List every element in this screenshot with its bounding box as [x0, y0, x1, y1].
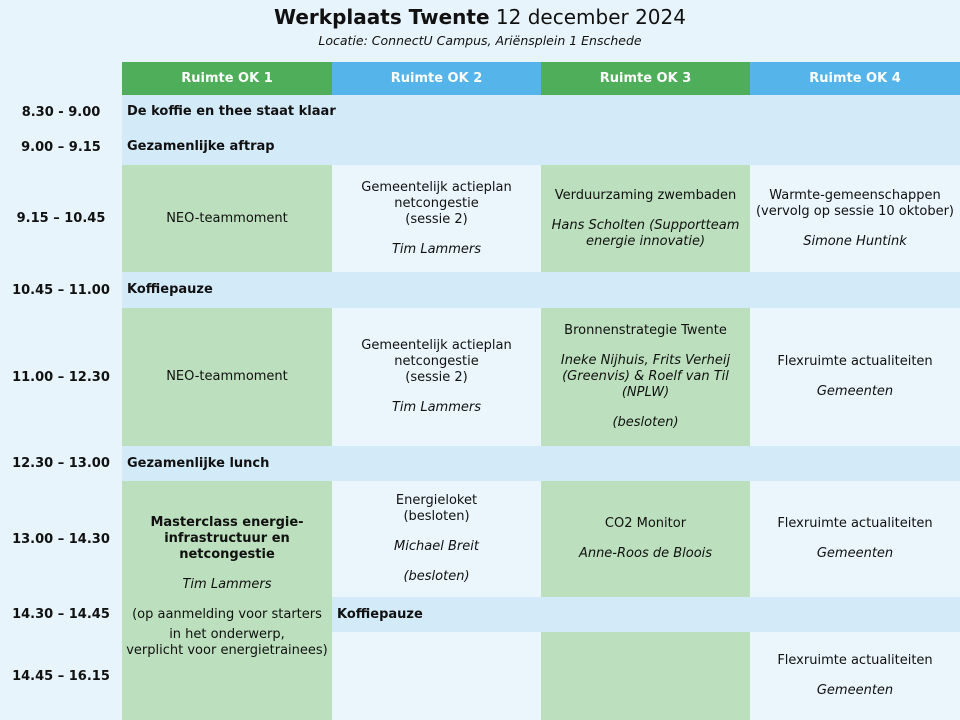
- location: Locatie: ConnectU Campus, Ariënsplein 1 Enschede: [318, 33, 642, 48]
- session-cell: [122, 308, 332, 446]
- session-speaker: Tim Lammers: [391, 241, 481, 257]
- session-title: infrastructuur en netcongestie: [164, 530, 290, 562]
- band-kickoff: Gezamenlijke aftrap: [122, 129, 960, 165]
- session-cell-empty: [332, 632, 541, 720]
- time-label: 9.15 – 10.45: [16, 211, 106, 226]
- time-label: 10.45 – 11.00: [12, 282, 110, 298]
- session-cell: [541, 481, 750, 597]
- session-speaker: (Greenvis) & Roelf van Til: [562, 369, 729, 384]
- session-title: Masterclass energie-: [150, 514, 304, 530]
- session-title: Flexruimte actualiteiten: [777, 354, 933, 369]
- session-cell: [122, 165, 332, 272]
- session-speaker: (NPLW): [621, 385, 670, 400]
- session-speaker: Anne-Roos de Bloois: [578, 546, 713, 561]
- session-cell: [750, 632, 960, 720]
- session-note: verplicht voor energietrainees): [126, 642, 328, 658]
- session-title: netcongestie: [394, 354, 479, 369]
- session-title: CO2 Monitor: [604, 516, 687, 531]
- time-label: 13.00 – 14.30: [12, 531, 110, 547]
- time-label: 8.30 - 9.00: [21, 104, 101, 120]
- title-bold: Werkplaats Twente: [274, 5, 490, 29]
- session-cell: [750, 308, 960, 446]
- session-speaker: Michael Breit: [394, 539, 479, 554]
- session-sub: Gemeenten: [816, 384, 894, 399]
- session-note: (sessie 2): [405, 211, 468, 227]
- time-label: 14.45 – 16.15: [12, 668, 110, 684]
- session-speaker: Simone Huntink: [803, 233, 907, 249]
- time-label: 11.00 – 12.30: [12, 369, 110, 385]
- session-note: (besloten): [403, 569, 470, 584]
- session-title: netcongestie: [394, 195, 479, 211]
- session-title: Gemeentelijk actieplan: [361, 338, 512, 353]
- session-speaker: energie innovatie): [585, 233, 706, 249]
- room-header-ok1: Ruimte OK 1: [122, 62, 332, 95]
- session-speaker: Tim Lammers: [182, 576, 272, 592]
- session-cell: [332, 481, 541, 597]
- session-note: (sessie 2): [405, 370, 468, 385]
- session-cell: [541, 165, 750, 272]
- session-speaker: Hans Scholten (Supportteam: [551, 217, 740, 233]
- session-note: in het onderwerp,: [169, 626, 285, 642]
- session-note: (op aanmelding voor starters: [132, 606, 322, 622]
- session-sub: Gemeenten: [816, 683, 894, 698]
- band-coffee: De koffie en thee staat klaar: [122, 95, 960, 129]
- session-title: Verduurzaming zwembaden: [554, 187, 737, 203]
- session-title: Flexruimte actualiteiten: [777, 653, 933, 668]
- session-title: Warmte-gemeenschappen: [769, 187, 941, 203]
- session-sub: Gemeenten: [816, 546, 894, 561]
- session-cell: [332, 165, 541, 272]
- time-label: 12.30 – 13.00: [12, 456, 110, 471]
- band-break: Koffiepauze: [332, 597, 960, 632]
- session-cell: [541, 308, 750, 446]
- session-cell: [332, 308, 541, 446]
- time-label: 14.30 – 14.45: [12, 607, 110, 622]
- session-note: (besloten): [403, 509, 470, 524]
- session-title: Bronnenstrategie Twente: [564, 323, 727, 338]
- page-title: [0, 4, 960, 30]
- session-cell: [122, 481, 332, 720]
- session-speaker: Ineke Nijhuis, Frits Verheij: [560, 353, 731, 368]
- session-title: Energieloket: [395, 493, 478, 508]
- time-label: 9.00 – 9.15: [21, 139, 101, 155]
- room-header-ok3: Ruimte OK 3: [541, 62, 750, 95]
- session-cell: [750, 165, 960, 272]
- title-date: 12 december 2024: [495, 5, 686, 29]
- session-cell-empty: [541, 632, 750, 720]
- room-header-ok2: Ruimte OK 2: [332, 62, 541, 95]
- session-title: NEO-teammoment: [166, 369, 288, 384]
- session-cell: [750, 481, 960, 597]
- band-break: Koffiepauze: [122, 272, 960, 308]
- session-speaker: Tim Lammers: [391, 400, 481, 415]
- session-title: NEO-teammoment: [166, 210, 288, 226]
- session-title: Gemeentelijk actieplan: [361, 179, 512, 195]
- session-note: (besloten): [612, 415, 679, 430]
- room-header-ok4: Ruimte OK 4: [750, 62, 960, 95]
- session-title: Flexruimte actualiteiten: [777, 516, 933, 531]
- band-lunch: Gezamenlijke lunch: [122, 446, 960, 481]
- session-note: (vervolg op sessie 10 oktober): [755, 203, 955, 219]
